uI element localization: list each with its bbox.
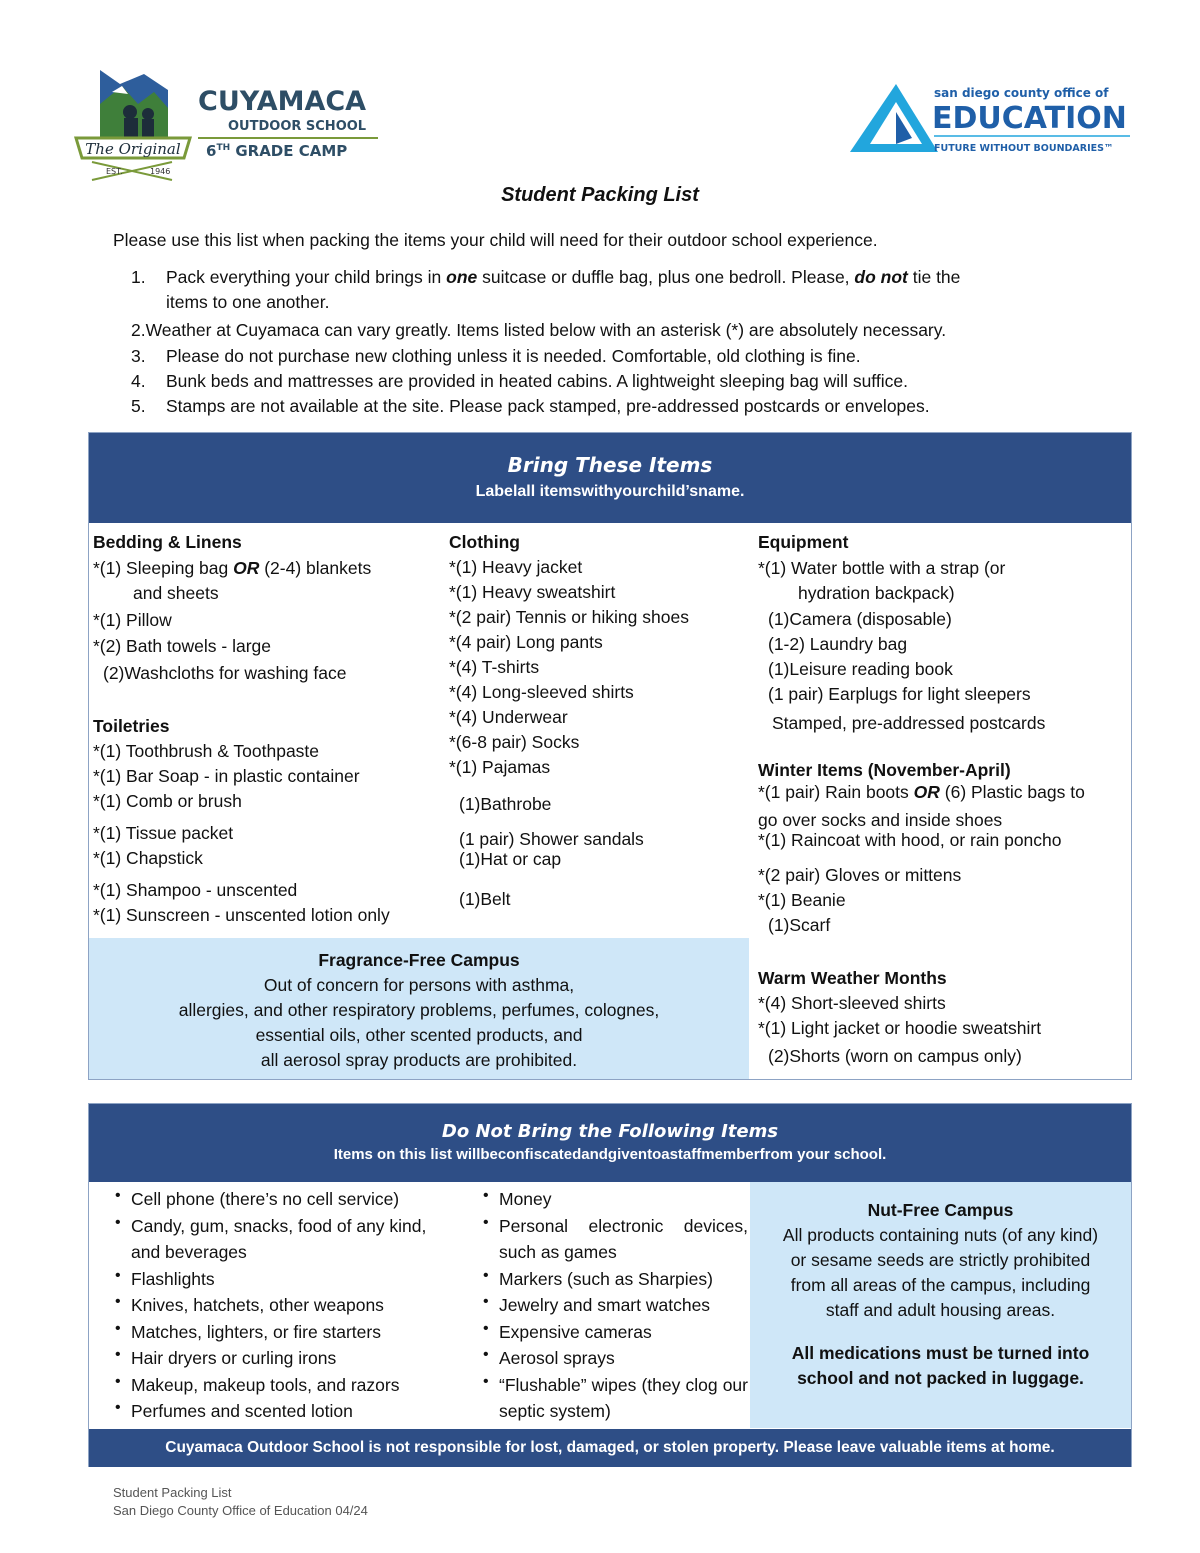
clothing-item: *(1) Heavy sweatshirt (449, 582, 616, 602)
toiletries-item: *(1) Toothbrush & Toothpaste (93, 741, 320, 761)
do-not-bring-title: Do Not Bring the Following Items (441, 1121, 779, 1142)
clothing-item: *(4) Underwear (449, 707, 568, 727)
do-not-bring-item: • Aerosol sprays (483, 1345, 748, 1372)
equipment-item-water-bottle: *(1) Water bottle with a strap (or (758, 558, 1006, 578)
equipment-item: (1)Leisure reading book (768, 659, 953, 679)
clothing-item: *(4) T-shirts (449, 657, 540, 677)
bedding-item-towels: *(2) Bath towels - large (93, 636, 271, 656)
instruction-2: 2.Weather at Cuyamaca can vary greatly. Items listed below with an asterisk (*) are absolutely necessary. (131, 320, 947, 340)
clothing-item: *(1) Heavy jacket (449, 557, 583, 577)
instruction-5: 5. Stamps are not available at the site. Please pack stamped, pre-addressed postcards or envelopes. (131, 396, 930, 416)
do-not-bring-item: • Markers (such as Sharpies) (483, 1266, 748, 1293)
toiletries-item: *(1) Comb or brush (93, 791, 242, 811)
clothing-item: (1)Bathrobe (459, 794, 552, 814)
winter-item: *(2 pair) Gloves or mittens (758, 865, 962, 885)
instruction-4: 4. Bunk beds and mattresses are provided in heated cabins. A lightweight sleeping bag will suffice. (131, 371, 908, 391)
clothing-item: *(2 pair) Tennis or hiking shoes (449, 607, 689, 627)
clothing-item: (1)Hat or cap (459, 849, 562, 869)
fragrance-line: allergies, and other respiratory problems, perfumes, colognes, (178, 1000, 660, 1020)
do-not-bring-item: • Money (483, 1186, 748, 1213)
clothing-item: *(4) Long-sleeved shirts (449, 682, 634, 702)
nut-free-notice (750, 1182, 1131, 1428)
clothing-item: *(6-8 pair) Socks (449, 732, 580, 752)
badge-script: The Original (85, 140, 181, 158)
winter-heading: Winter Items (November-April) (758, 760, 1011, 780)
bring-items-title: Bring These Items (507, 453, 713, 477)
do-not-bring-list-2 (483, 1186, 748, 1425)
warm-item: (2)Shorts (worn on campus only) (768, 1046, 1022, 1066)
clothing-item: *(4 pair) Long pants (449, 632, 603, 652)
equipment-item-backpack: hydration backpack) (798, 583, 955, 603)
nut-free-line: from all areas of the campus, including (790, 1275, 1091, 1295)
bring-items-subtitle: Labelall itemswithyourchild’sname. (475, 483, 745, 500)
do-not-bring-item: • Expensive cameras (483, 1319, 748, 1346)
winter-item-bags: go over socks and inside shoes (758, 810, 1003, 830)
nut-free-heading: Nut-Free Campus (867, 1200, 1014, 1220)
do-not-bring-item: • Personal electronic devices, such as games (483, 1213, 748, 1266)
fragrance-line: Out of concern for persons with asthma, (263, 975, 575, 995)
do-not-bring-item: • Matches, lighters, or fire starters (115, 1319, 450, 1346)
nut-free-line: All products containing nuts (of any kind) (782, 1225, 1099, 1245)
clothing-column (449, 530, 749, 912)
equipment-item: (1-2) Laundry bag (768, 634, 908, 654)
do-not-bring-item: • Perfumes and scented lotion (115, 1398, 450, 1425)
logo-cuyamaca-text: CUYAMACA (198, 86, 367, 117)
footer-line-1: Student Packing List (113, 1485, 232, 1500)
page-footer (113, 1484, 368, 1520)
fragrance-line: all aerosol spray products are prohibited. (260, 1050, 578, 1070)
bedding-item-sheets: and sheets (133, 583, 219, 603)
sdcoe-main-text: EDUCATION (932, 101, 1127, 136)
instruction-1: 1. Pack everything your child brings in one suitcase or duffle bag, plus one bedroll. Please, do not tie the items to one another. (131, 267, 961, 312)
equipment-item: Stamped, pre-addressed postcards (772, 713, 1046, 733)
warm-item: *(4) Short-sleeved shirts (758, 993, 946, 1013)
do-not-bring-item: • “Flushable” wipes (they clog our septic system) (483, 1372, 748, 1425)
equipment-heading: Equipment (758, 532, 849, 552)
do-not-bring-item: • Hair dryers or curling irons (115, 1345, 450, 1372)
winter-item: (1)Scarf (768, 915, 831, 935)
warm-heading: Warm Weather Months (758, 968, 947, 988)
warm-item: *(1) Light jacket or hoodie sweatshirt (758, 1018, 1042, 1038)
sdcoe-top-text: san diego county office of (934, 86, 1109, 100)
equipment-column (758, 530, 1130, 1069)
bedding-column (93, 530, 443, 928)
do-not-bring-item: • Makeup, makeup tools, and razors (115, 1372, 450, 1399)
badge-est: EST. (106, 167, 123, 176)
toiletries-item: *(1) Tissue packet (93, 823, 234, 843)
logo-outdoor-text: OUTDOOR SCHOOL (228, 119, 367, 134)
nut-free-line: or sesame seeds are strictly prohibited (790, 1250, 1091, 1270)
sdcoe-logo (848, 82, 1132, 158)
clothing-item: (1 pair) Shower sandals (459, 829, 644, 849)
do-not-bring-item: • Flashlights (115, 1266, 450, 1293)
do-not-bring-item: • Knives, hatchets, other weapons (115, 1292, 450, 1319)
toiletries-item: *(1) Chapstick (93, 848, 203, 868)
winter-item-rain-boots: *(1 pair) Rain boots OR (6) Plastic bags to (758, 782, 1085, 802)
toiletries-item: *(1) Sunscreen - unscented lotion only (93, 905, 390, 925)
do-not-bring-header (89, 1104, 1131, 1182)
toiletries-item: *(1) Bar Soap - in plastic container (93, 766, 360, 786)
sdcoe-tagline: FUTURE WITHOUT BOUNDARIES™ (934, 143, 1114, 154)
do-not-bring-subtitle: Items on this list willbeconfiscatedandgiventoastaffmemberfrom your school. (333, 1146, 887, 1163)
clothing-item: *(1) Pajamas (449, 757, 551, 777)
bedding-item-pillow: *(1) Pillow (93, 610, 172, 630)
bedding-heading: Bedding & Linens (93, 532, 242, 552)
winter-item: *(1) Beanie (758, 890, 846, 910)
nut-free-line: staff and adult housing areas. (825, 1300, 1056, 1320)
equipment-item: (1 pair) Earplugs for light sleepers (768, 684, 1031, 704)
footer-line-2: San Diego County Office of Education 04/24 (113, 1503, 368, 1518)
toiletries-item: *(1) Shampoo - unscented (93, 880, 298, 900)
medications-notice-line: All medications must be turned into (791, 1343, 1090, 1363)
bedding-item-washcloths: (2)Washcloths for washing face (103, 663, 347, 683)
do-not-bring-item: • Cell phone (there’s no cell service) (115, 1186, 450, 1213)
medications-notice-line: school and not packed in luggage. (797, 1368, 1084, 1388)
intro-text: Please use this list when packing the items your child will need for their outdoor school experience. (113, 230, 878, 250)
bring-items-header (89, 433, 1131, 523)
clothing-heading: Clothing (449, 532, 520, 552)
do-not-bring-list-1 (115, 1186, 450, 1425)
cuyamaca-logo (72, 64, 384, 184)
instruction-3: 3. Please do not purchase new clothing unless it is needed. Comfortable, old clothing is fine. (131, 346, 861, 366)
property-disclaimer: Cuyamaca Outdoor School is not responsible for lost, damaged, or stolen property. Please leave valuable items at home. (89, 1429, 1131, 1467)
fragrance-free-notice (89, 938, 749, 1079)
do-not-bring-item: • Candy, gum, snacks, food of any kind, and beverages (115, 1213, 450, 1266)
winter-item: *(1) Raincoat with hood, or rain poncho (758, 830, 1062, 850)
do-not-bring-item: • Jewelry and smart watches (483, 1292, 748, 1319)
clothing-item: (1)Belt (459, 889, 511, 909)
equipment-item: (1)Camera (disposable) (768, 609, 952, 629)
bedding-item-sleeping-bag: *(1) Sleeping bag OR (2-4) blankets (93, 558, 372, 578)
page-title: Student Packing List (501, 184, 699, 206)
badge-year: 1946 (150, 167, 171, 176)
fragrance-heading: Fragrance-Free Campus (318, 950, 520, 970)
toiletries-heading: Toiletries (93, 716, 170, 736)
fragrance-line: essential oils, other scented products, and (255, 1025, 583, 1045)
logo-grade-text: 6TH GRADE CAMP (206, 142, 348, 160)
